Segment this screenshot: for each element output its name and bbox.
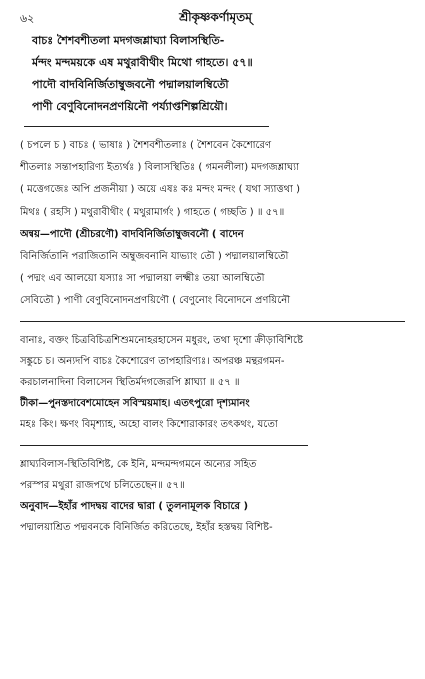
tika-block xyxy=(20,330,411,435)
tika-heading-line: টীকা—পুনস্তদাবেশমোহেন সবিস্ময়মাহ। এতৎপুরো দৃশ্যমানং xyxy=(20,397,250,409)
verse-line: বাচঃ শৈশবশীতলা মদগজশ্লাঘ্যা বিলাসস্থিতি- xyxy=(32,34,225,47)
page-number: ৬২ xyxy=(20,12,35,25)
commentary-line: শীতলাঃ সন্তাপহারিণ্য ইত্যর্থঃ ) বিলাসস্থিতিঃ ( গমনলীলা) মদগজশ্লাঘ্যা xyxy=(20,162,299,174)
divider xyxy=(20,445,308,446)
translation-line: শ্লাঘ্যবিলাস-স্থিতিবিশিষ্ট, কে ইনি, মন্দমন্দগমনে অন্যের সহিত xyxy=(20,458,257,470)
tika-line: করচালনাদিনা বিলাসেন স্থিতির্মদগজেরপি শ্লাঘ্যা ॥ ৫৭ ॥ xyxy=(20,376,240,388)
tika-line: বানাঃ, বক্তং চিত্রবিচিত্রশিশুমনোহরহাসেন মধুরং, তথা দৃশো ক্রীড়াবিশিষ্টে xyxy=(20,334,304,346)
anubad-line: অনুবাদ—ইহাঁর পাদদ্বয় বাদের দ্বারা ( তুলনামূলক বিচারে ) xyxy=(20,500,249,512)
divider xyxy=(24,126,269,127)
verse-line: পাদৌ বাদবিনির্জিতাম্বুজবনৌ পদ্মালয়ালম্বিতৌ xyxy=(32,78,229,91)
translation-block xyxy=(20,454,411,538)
verse-line: র্মন্দং মন্দময়কে এষ মথুরাবীথীং মিথো গাহতে। ৫৭॥ xyxy=(32,56,253,69)
commentary-line: মিথঃ ( রহসি ) মথুরাবীথীং ( মথুরামার্গং ) গাহতে ( গচ্ছতি ) ॥ ৫৭॥ xyxy=(20,206,285,218)
translation-line: পরস্পর মথুরা রাজপথে চলিতেছেন॥ ৫৭॥ xyxy=(20,479,185,491)
translation-line: পদ্মালয়াশ্রিত পদ্মবনকে বিনির্জিত করিতেছে, ইহাঁর হস্তদ্বয় বিশিষ্ট- xyxy=(20,521,273,533)
page-header xyxy=(20,6,411,28)
commentary-line: সেবিতৌ ) পাণী বেণুবিনোদনপ্রণয়িণৌ ( বেণুনোং বিনোদনে প্রণয়িনৌ xyxy=(20,295,291,307)
tika-line: মহঃ কিং। ক্ষণং বিমৃশ্যাহ, অহো বালং কিশোরাকারং তৎকথং, যতো xyxy=(20,418,278,430)
commentary-line: ( পদ্মং এব আলয়ো যস্যাঃ সা পদ্মালয়া লক্ষ্মীঃ তয়া আলম্বিতৌ xyxy=(20,273,265,285)
verse-line: পাণী বেণুবিনোদনপ্রণয়িনৌ পর্য্যাপ্তশিল্পশ্রিয়ৌ। xyxy=(32,100,228,113)
running-title: শ্রীকৃষ্ণকর্ণামৃতম্ xyxy=(179,10,252,24)
divider xyxy=(20,321,405,322)
anvaya-line: অন্বয়—পাদৌ (শ্রীচরণৌ) বাদবিনির্জিতাম্বুজবনৌ ( বাদেন xyxy=(20,228,244,240)
commentary-block xyxy=(20,135,411,313)
commentary-line: ( মত্তেগজেঃ অপি প্রজনীয়া ) অয়ে এষঃ কঃ মন্দং মন্দং ( যথা স্যাত্তথা ) xyxy=(20,184,301,196)
tika-line: সঙ্কুচে চ। অন্যদপি বাচঃ কৈশোরেণ তাপহারিণ্যঃ। অপরঞ্চ মন্থরগমন- xyxy=(20,355,285,367)
commentary-line: বিনির্জিতানি পরাজিতানি অম্বুজবনানি যাভ্যাং তৌ ) পদ্মালয়ালম্বিতৌ xyxy=(20,250,289,262)
commentary-line: ( চপলে চ ) বাচঃ ( ভাষাঃ ) শৈশবশীতলাঃ ( শৈশবেন কৈশোরেণ xyxy=(20,140,272,151)
sanskrit-verse xyxy=(20,30,411,118)
